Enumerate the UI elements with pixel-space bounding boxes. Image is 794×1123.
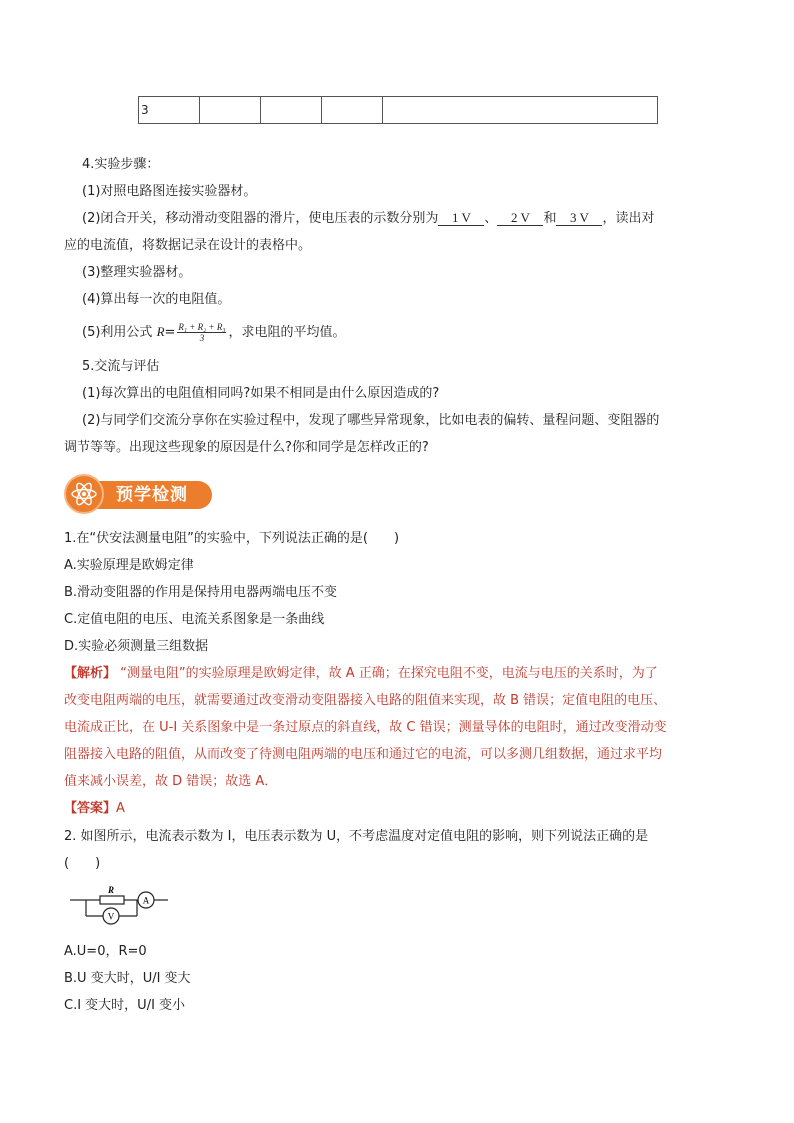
analysis-line	[64, 665, 658, 683]
formula-denominator: 3	[199, 333, 205, 343]
step-5	[82, 322, 345, 343]
answer-line	[64, 800, 125, 818]
step-3: (3)整理实验器材。	[82, 265, 192, 280]
answer-label: 【答案】	[64, 801, 117, 816]
data-table	[138, 96, 658, 124]
circuit-diagram	[66, 884, 176, 934]
atom-icon	[66, 476, 102, 512]
voltage-blank-3: 3 V	[556, 210, 602, 226]
question-2-option-c: C.I 变大时，U/I 变小	[64, 998, 186, 1013]
table-cell	[322, 97, 383, 124]
eval-2-continued: 调节等等。出现这些现象的原因是什么?你和同学是怎样改正的?	[64, 440, 429, 455]
table-cell	[383, 97, 658, 124]
voltmeter-label: V	[107, 911, 115, 922]
question-1-option-a: A.实验原理是欧姆定律	[64, 558, 194, 573]
analysis-line: 改变电阻两端的电压，就需要通过改变滑动变阻器接入电路的阻值来实现，故 B 错误；定值电阻的电压、	[64, 693, 667, 708]
question-1-option-d: D.实验必须测量三组数据	[64, 639, 209, 654]
step-2-continued: 应的电流值，将数据记录在设计的表格中。	[64, 238, 312, 253]
step-2	[82, 210, 654, 228]
voltage-blank-2: 2 V	[497, 210, 543, 226]
separator: 、	[484, 211, 498, 226]
formula-symbol: R	[156, 324, 165, 339]
formula-equals: =	[164, 325, 176, 340]
analysis-line: 值来减小误差，故 D 错误；故选 A．	[64, 774, 278, 789]
banner-title: 预学检测	[116, 485, 188, 505]
question-1-option-b: B.滑动变阻器的作用是保持用电器两端电压不变	[64, 585, 338, 600]
question-2-option-a: A.U=0，R=0	[64, 944, 147, 959]
eval-2: (2)与同学们交流分享你在实验过程中，发现了哪些异常现象，比如电表的偏转、量程问题、变阻器的	[82, 413, 660, 428]
steps-heading: 4.实验步骤：	[82, 157, 160, 172]
step-1: (1)对照电路图连接实验器材。	[82, 184, 257, 199]
step-2-tail: ，读出对	[602, 211, 655, 226]
formula-numerator: R₁ + R₂ + R₃	[178, 322, 226, 332]
table-cell	[200, 97, 261, 124]
question-1-stem: 1.在“伏安法测量电阻”的实验中，下列说法正确的是( )	[64, 531, 400, 546]
eval-heading: 5.交流与评估	[82, 359, 160, 374]
answer-value: A	[116, 801, 125, 816]
step-5-text: (5)利用公式	[82, 325, 157, 340]
step-2-text: (2)闭合开关，移动滑动变阻器的滑片，使电压表的示数分别为	[82, 211, 439, 226]
section-banner	[64, 474, 214, 514]
step-5-tail: ，求电阻的平均值。	[228, 325, 346, 340]
question-2-stem-continued: ( )	[64, 856, 101, 871]
table-row	[139, 97, 658, 124]
resistor-label: R	[108, 885, 115, 895]
voltage-blank-1: 1 V	[438, 210, 484, 226]
step-4: (4)算出每一次的电阻值。	[82, 292, 231, 307]
question-2-option-b: B.U 变大时，U/I 变大	[64, 971, 191, 986]
analysis-line: 阻器接入电路的阻值，从而改变了待测电阻两端的电压和通过它的电流，可以多测几组数据，通过求平均	[64, 747, 663, 762]
table-cell-number: 3	[139, 97, 200, 124]
analysis-text: “测量电阻”的实验原理是欧姆定律，故 A 正确；在探究电阻不变，电流与电压的关系时，为了	[120, 666, 658, 681]
atom-badge	[64, 474, 104, 514]
separator: 和	[543, 211, 557, 226]
average-formula	[177, 322, 226, 343]
analysis-label: 【解析】	[64, 666, 117, 681]
table-cell	[261, 97, 322, 124]
question-1-option-c: C.定值电阻的电压、电流关系图象是一条曲线	[64, 612, 325, 627]
question-2-stem: 2. 如图所示，电流表示数为 I，电压表示数为 U，不考虑温度对定值电阻的影响，则下列说法正确的是	[64, 829, 649, 844]
analysis-line: 电流成正比，在 U-I 关系图象中是一条过原点的斜直线，故 C 错误；测量导体的电阻时，通过改变滑动变	[64, 720, 667, 735]
ammeter-label: A	[142, 895, 150, 906]
eval-1: (1)每次算出的电阻值相同吗?如果不相同是由什么原因造成的?	[82, 386, 440, 401]
